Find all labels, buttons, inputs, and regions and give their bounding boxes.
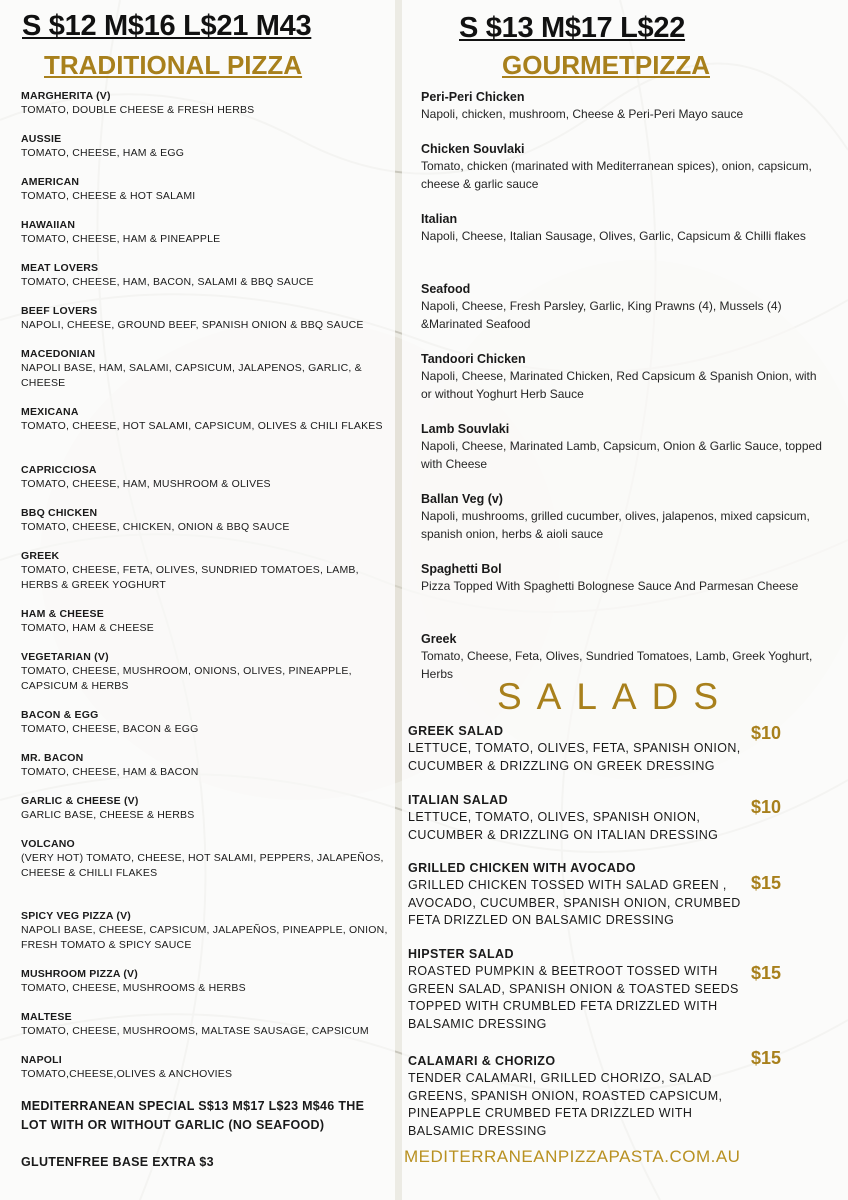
menu-item (21, 261, 391, 290)
item-description: Napoli, Cheese, Italian Sausage, Olives, Garlic, Capsicum & Chilli flakes (421, 229, 806, 243)
item-description: ROASTED PUMPKIN & BEETROOT TOSSED WITH GREEN SALAD, SPANISH ONION & TOASTED SEEDS TOPPED WITH CRUMBLED FETA DRIZZLED WITH BALSAMIC DRESSING (408, 964, 739, 1031)
item-description: TOMATO, CHEESE, MUSHROOMS & HERBS (21, 982, 246, 994)
item-name: VOLCANO (21, 838, 75, 850)
salads-title: SALADS (497, 676, 734, 717)
item-name: AUSSIE (21, 133, 62, 145)
item-description: (VERY HOT) TOMATO, CHEESE, HOT SALAMI, PEPPERS, JALAPEÑOS, CHEESE & CHILLI FLAKES (21, 852, 384, 879)
item-name: Lamb Souvlaki (421, 422, 510, 436)
item-description: TOMATO, CHEESE, CHICKEN, ONION & BBQ SAUCE (21, 521, 290, 533)
menu-item (21, 218, 391, 247)
item-name: BBQ CHICKEN (21, 507, 98, 519)
item-name: SPICY VEG PIZZA (V) (21, 910, 131, 922)
item-description: Napoli, Cheese, Marinated Lamb, Capsicum, Onion & Garlic Sauce, topped with Cheese (421, 439, 822, 471)
item-name: HIPSTER SALAD (408, 947, 514, 961)
menu-item (21, 506, 391, 535)
item-price: $15 (751, 1048, 782, 1068)
item-price: $15 (751, 963, 782, 983)
item-description: Tomato, chicken (marinated with Mediterranean spices), onion, capsicum, cheese & garlic sauce (421, 159, 812, 191)
item-name: Peri-Peri Chicken (421, 90, 525, 104)
item-description: Napoli, Cheese, Fresh Parsley, Garlic, King Prawns (4), Mussels (4) &Marinated Seafood (421, 299, 782, 331)
menu-item (421, 211, 825, 246)
item-name: HAWAIIAN (21, 219, 76, 231)
item-name: GRILLED CHICKEN WITH AVOCADO (408, 861, 636, 875)
menu-item (408, 946, 753, 1033)
item-name: NAPOLI (21, 1054, 62, 1066)
item-name: ITALIAN SALAD (408, 793, 509, 807)
menu-item (21, 607, 391, 636)
gourmet-pizza-title: GOURMETPIZZA (502, 50, 710, 80)
item-description: TOMATO, CHEESE, HOT SALAMI, CAPSICUM, OLIVES & CHILI FLAKES (21, 420, 383, 432)
menu-item (21, 463, 391, 492)
menu-item (21, 1053, 391, 1082)
menu-item (421, 351, 825, 403)
item-description: LETTUCE, TOMATO, OLIVES, SPANISH ONION, CUCUMBER & DRIZZLING ON ITALIAN DRESSING (408, 810, 719, 842)
website-url[interactable]: MEDITERRANEANPIZZAPASTA.COM.AU (404, 1147, 741, 1166)
menu-item (21, 967, 391, 996)
menu-item (408, 860, 753, 930)
item-description: TOMATO, CHEESE, FETA, OLIVES, SUNDRIED TOMATOES, LAMB, HERBS & GREEK YOGHURT (21, 564, 359, 591)
menu-item (21, 89, 391, 118)
item-name: GREEK SALAD (408, 724, 504, 738)
menu-item (21, 347, 391, 390)
item-description: LETTUCE, TOMATO, OLIVES, FETA, SPANISH ONION, CUCUMBER & DRIZZLING ON GREEK DRESSING (408, 741, 741, 773)
menu-item (21, 837, 391, 880)
item-description: TOMATO, CHEESE, HAM & BACON (21, 766, 199, 778)
item-name: Tandoori Chicken (421, 352, 526, 366)
item-name: MALTESE (21, 1011, 72, 1023)
menu-item (21, 794, 391, 823)
traditional-pizza-title: TRADITIONAL PIZZA (44, 50, 303, 80)
menu-item (408, 723, 753, 775)
item-description: NAPOLI BASE, CHEESE, CAPSICUM, JALAPEÑOS, PINEAPPLE, ONION, FRESH TOMATO & SPICY SAUCE (21, 924, 388, 951)
item-description: TOMATO, CHEESE, HAM & PINEAPPLE (21, 233, 221, 245)
menu-item (421, 421, 825, 473)
item-name: GARLIC & CHEESE (V) (21, 795, 139, 807)
menu-item (21, 175, 391, 204)
menu-item (421, 281, 825, 333)
item-name: BEEF LOVERS (21, 305, 98, 317)
traditional-prices: S $12 M$16 L$21 M43 (22, 10, 312, 42)
item-name: MARGHERITA (V) (21, 90, 111, 102)
menu-item (21, 909, 391, 952)
menu-item (421, 141, 825, 193)
item-description: TOMATO, CHEESE, HAM, BACON, SALAMI & BBQ SAUCE (21, 276, 314, 288)
item-name: GREEK (21, 550, 60, 562)
item-description: TOMATO,CHEESE,OLIVES & ANCHOVIES (21, 1068, 233, 1080)
item-description: TOMATO, CHEESE, HAM, MUSHROOM & OLIVES (21, 478, 271, 490)
item-description: TENDER CALAMARI, GRILLED CHORIZO, SALAD GREENS, SPANISH ONION, ROASTED CAPSICUM, PINEAPPLE CRUMBED FETA DRIZZLED WITH BALSAMIC DRESSING (408, 1071, 723, 1138)
menu-item (421, 89, 825, 124)
item-description: Tomato, Cheese, Feta, Olives, Sundried Tomatoes, Lamb, Greek Yoghurt, Herbs (421, 649, 813, 681)
gourmet-prices: S $13 M$17 L$22 (459, 12, 686, 44)
item-price: $10 (751, 723, 782, 743)
item-name: CAPRICCIOSA (21, 464, 97, 476)
item-description: TOMATO, CHEESE, HAM & EGG (21, 147, 185, 159)
item-name: CALAMARI & CHORIZO (408, 1054, 556, 1068)
menu-item (21, 650, 391, 693)
item-name: HAM & CHEESE (21, 608, 104, 620)
item-description: Pizza Topped With Spaghetti Bolognese Sauce And Parmesan Cheese (421, 579, 799, 593)
menu-item (21, 708, 391, 737)
menu-item (21, 751, 391, 780)
item-description: GRILLED CHICKEN TOSSED WITH SALAD GREEN , AVOCADO, CUCUMBER, SPANISH ONION, CRUMBED FETA DRIZZLED ON BALSAMIC DRESSING (408, 878, 741, 927)
item-name: Italian (421, 212, 458, 226)
item-description: GARLIC BASE, CHEESE & HERBS (21, 809, 195, 821)
item-description: TOMATO, CHEESE, MUSHROOM, ONIONS, OLIVES, PINEAPPLE, CAPSICUM & HERBS (21, 665, 352, 692)
item-description: TOMATO, CHEESE, MUSHROOMS, MALTASE SAUSAGE, CAPSICUM (21, 1025, 369, 1037)
menu-item (421, 491, 825, 543)
menu-item (408, 792, 753, 844)
menu-item (421, 561, 825, 596)
item-name: MEAT LOVERS (21, 262, 99, 274)
menu-item (21, 1010, 391, 1039)
item-name: Seafood (421, 282, 471, 296)
item-name: Ballan Veg (v) (421, 492, 503, 506)
item-name: Chicken Souvlaki (421, 142, 525, 156)
item-description: TOMATO, CHEESE & HOT SALAMI (21, 190, 196, 202)
item-description: NAPOLI BASE, HAM, SALAMI, CAPSICUM, JALAPENOS, GARLIC, & CHEESE (21, 362, 362, 389)
item-name: VEGETARIAN (V) (21, 651, 109, 663)
item-name: Spaghetti Bol (421, 562, 502, 576)
item-name: MACEDONIAN (21, 348, 96, 360)
menu-item (21, 549, 391, 592)
item-description: Napoli, chicken, mushroom, Cheese & Peri-Peri Mayo sauce (421, 107, 744, 121)
menu-item (21, 405, 391, 434)
item-name: MUSHROOM PIZZA (V) (21, 968, 138, 980)
mediterranean-special: MEDITERRANEAN SPECIAL S$13 M$17 L$23 M$46 THE LOT WITH OR WITHOUT GARLIC (NO SEAFOOD) (21, 1099, 365, 1132)
item-description: TOMATO, HAM & CHEESE (21, 622, 154, 634)
item-price: $10 (751, 797, 782, 817)
item-name: MR. BACON (21, 752, 84, 764)
item-description: Napoli, Cheese, Marinated Chicken, Red Capsicum & Spanish Onion, with or without Yoghurt Herb Sauce (421, 369, 817, 401)
item-name: AMERICAN (21, 176, 80, 188)
item-description: TOMATO, CHEESE, BACON & EGG (21, 723, 199, 735)
item-name: BACON & EGG (21, 709, 99, 721)
item-description: TOMATO, DOUBLE CHEESE & FRESH HERBS (21, 104, 255, 116)
item-name: MEXICANA (21, 406, 79, 418)
item-name: Greek (421, 632, 457, 646)
item-description: Napoli, mushrooms, grilled cucumber, olives, jalapenos, mixed capsicum, spanish onion, herbs & aioli sauce (421, 509, 810, 541)
menu-item (21, 304, 391, 333)
menu-item (408, 1053, 753, 1140)
gluten-free-note: GLUTENFREE BASE EXTRA $3 (21, 1155, 214, 1169)
item-description: NAPOLI, CHEESE, GROUND BEEF, SPANISH ONION & BBQ SAUCE (21, 319, 364, 331)
item-price: $15 (751, 873, 782, 893)
menu-item (21, 132, 391, 161)
